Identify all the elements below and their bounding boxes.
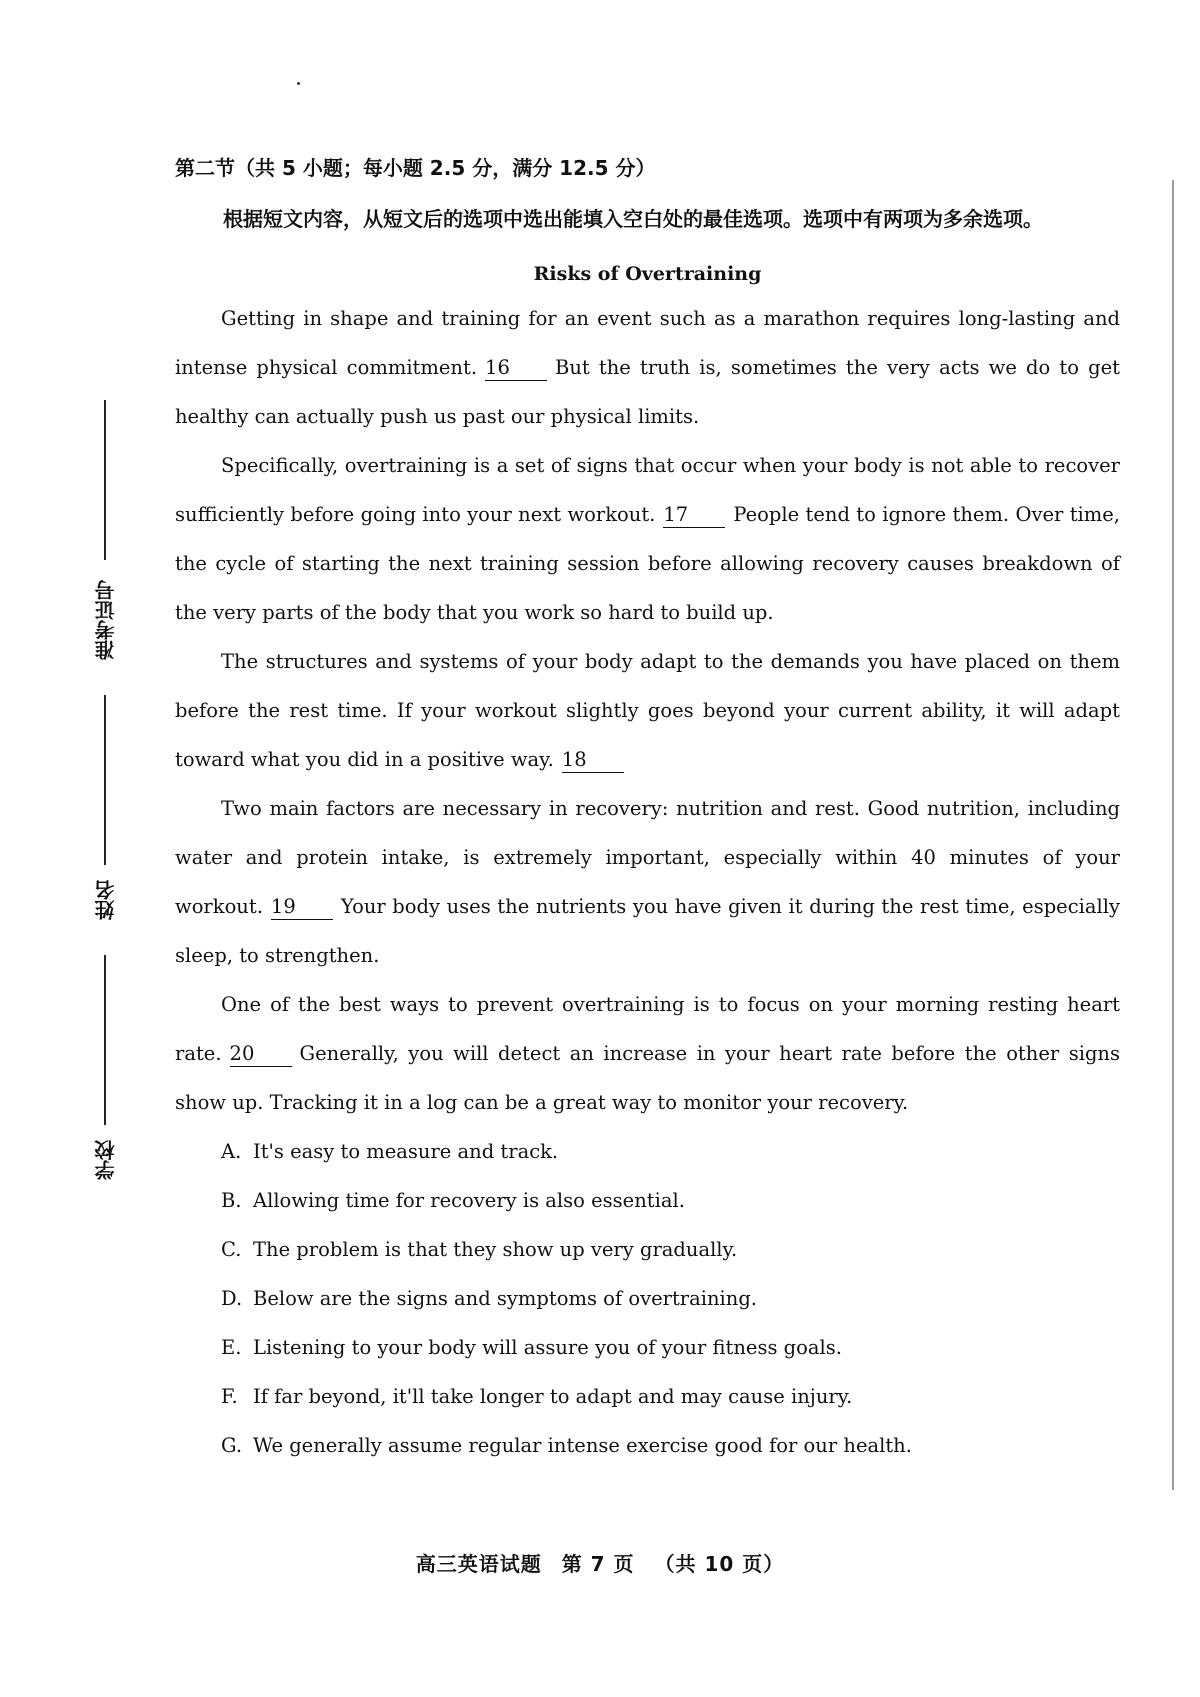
section-heading: 第二节（共 5 小题；每小题 2.5 分，满分 12.5 分）	[175, 156, 656, 180]
option-f: F. If far beyond, it'll take longer to adapt and may cause injury.	[221, 1385, 853, 1408]
exam-id-label: 准考证号	[94, 580, 118, 660]
option-e: E. Listening to your body will assure you of your fitness goals.	[221, 1336, 842, 1359]
passage-paragraph: The structures and systems of your body adapt to the demands you have placed on them before the rest time. If your workout slightly goes beyond your current ability, it will adapt toward what you did in a positive way. 18	[175, 650, 1120, 771]
name-label: 姓名	[94, 880, 118, 920]
passage-title: Risks of Overtraining	[533, 263, 762, 285]
passage-paragraph: One of the best ways to prevent overtraining is to focus on your morning resting heart rate. 20 Generally, you will detect an increase in your heart rate before the other signs show up. Tracking it in a log can be a great way to monitor your recovery.	[175, 993, 1120, 1114]
scan-speck	[297, 82, 300, 85]
footer-page-number: 第 7 页	[561, 1552, 635, 1576]
passage-paragraph: Two main factors are necessary in recovery: nutrition and rest. Good nutrition, including water and protein intake, is extremely important, especially within 40 minutes of your workout. 19 Your body uses the nutrients you have given it during the rest time, especially sleep, to strengthen.	[175, 797, 1120, 967]
passage-paragraph: Getting in shape and training for an event such as a marathon requires long-lasting and intense physical commitment. 16 But the truth is, sometimes the very acts we do to get healthy can actually push us past our physical limits.	[175, 307, 1120, 428]
blank-18: 18	[562, 748, 624, 773]
section-instruction: 根据短文内容，从短文后的选项中选出能填入空白处的最佳选项。选项中有两项为多余选项。	[223, 207, 1043, 231]
exam-id-line	[104, 400, 106, 560]
option-c: C. The problem is that they show up very gradually.	[221, 1238, 738, 1261]
name-line	[104, 695, 106, 865]
footer-page-total: （共 10 页）	[654, 1552, 785, 1576]
right-margin-rule	[1172, 180, 1174, 1490]
option-d: D. Below are the signs and symptoms of overtraining.	[221, 1287, 758, 1310]
option-b: B. Allowing time for recovery is also essential.	[221, 1189, 685, 1212]
footer-subject: 高三英语试题	[415, 1552, 542, 1576]
binding-margin	[86, 430, 126, 1280]
option-a: A. It's easy to measure and track.	[221, 1140, 559, 1163]
answer-options	[175, 1127, 1120, 1470]
blank-19: 19	[271, 895, 333, 920]
blank-17: 17	[663, 503, 725, 528]
blank-16: 16	[485, 356, 547, 381]
passage-body	[175, 294, 1120, 1127]
page-footer	[0, 1548, 1200, 1577]
school-line	[104, 955, 106, 1125]
school-label: 学校	[94, 1140, 118, 1180]
question-section	[175, 148, 1120, 1470]
option-g: G. We generally assume regular intense exercise good for our health.	[221, 1434, 912, 1457]
blank-20: 20	[230, 1042, 292, 1067]
passage-paragraph: Specifically, overtraining is a set of signs that occur when your body is not able to recover sufficiently before going into your next workout. 17 People tend to ignore them. Over time, the cycle of starting the next training session before allowing recovery causes breakdown of the very parts of the body that you work so hard to build up.	[175, 454, 1120, 624]
